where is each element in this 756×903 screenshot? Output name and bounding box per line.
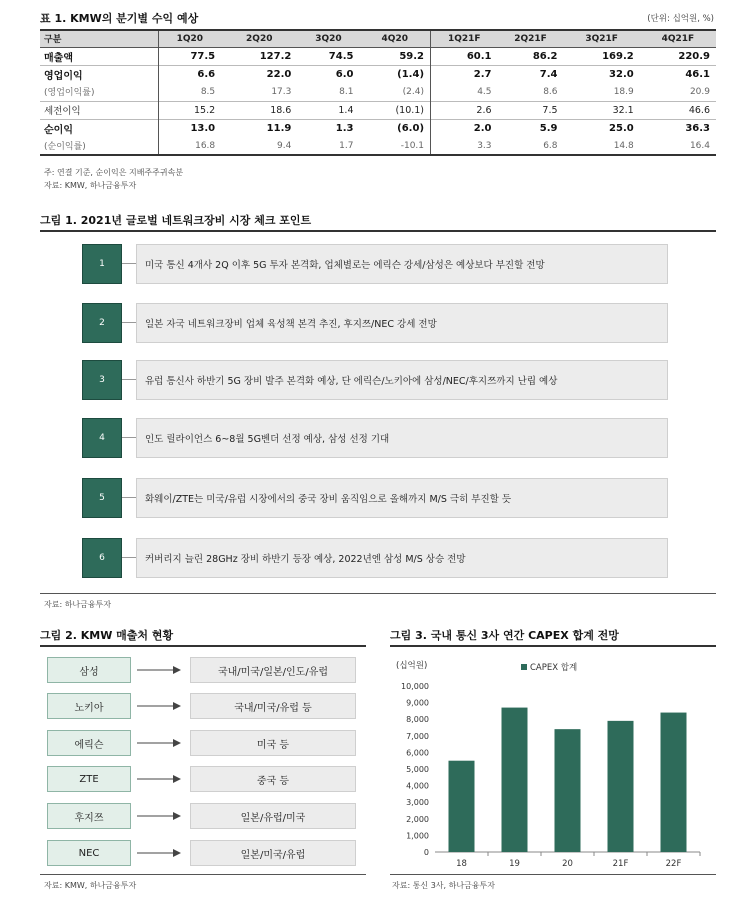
row-label: 세전이익 bbox=[40, 101, 158, 119]
bar bbox=[661, 713, 687, 852]
connector-line bbox=[122, 497, 136, 498]
y-tick-label: 2,000 bbox=[406, 814, 429, 824]
checkpoint-text: 커버리지 늘린 28GHz 장비 하반기 등장 예상, 2022년엔 삼성 M/S 상승 전망 bbox=[136, 538, 668, 578]
checkpoint-text: 유럽 통신사 하반기 5G 장비 발주 본격화 예상, 단 에릭슨/노키아에 삼성/NEC/후지쯔까지 난립 예상 bbox=[136, 360, 668, 400]
fig3-title: 그림 3. 국내 통신 3사 연간 CAPEX 합계 전망 bbox=[390, 629, 619, 642]
table-row bbox=[40, 47, 716, 65]
y-tick-label: 3,000 bbox=[406, 798, 429, 808]
y-tick-label: 8,000 bbox=[406, 715, 429, 725]
customer-box: NEC bbox=[47, 840, 131, 866]
customer-box: 후지쯔 bbox=[47, 803, 131, 829]
header-cell: 3Q21F bbox=[564, 30, 640, 47]
table-cell: 127.2 bbox=[259, 50, 292, 62]
table-row bbox=[40, 137, 716, 155]
table-header-row bbox=[40, 30, 716, 47]
y-tick-label: 7,000 bbox=[406, 731, 429, 741]
table-cell: 59.2 bbox=[399, 50, 425, 62]
table-row bbox=[40, 101, 716, 119]
checkpoint-row bbox=[82, 538, 672, 578]
connector-line bbox=[122, 263, 136, 264]
table-cell: 2.7 bbox=[431, 65, 498, 83]
capex-bar-chart bbox=[390, 650, 716, 872]
table-cell: 15.2 bbox=[158, 101, 221, 119]
table1-unit: (단위: 십억원, %) bbox=[647, 14, 714, 24]
region-box: 일본/유럽/미국 bbox=[190, 803, 356, 829]
header-cell: 3Q20 bbox=[297, 30, 359, 47]
table-cell: 8.1 bbox=[339, 86, 354, 97]
region-box: 미국 등 bbox=[190, 730, 356, 756]
table-cell: 220.9 bbox=[678, 50, 710, 62]
row-label: (영업이익률) bbox=[44, 88, 95, 99]
table-cell: 6.8 bbox=[498, 137, 564, 155]
x-tick-label: 20 bbox=[562, 859, 573, 869]
arrow-right-icon bbox=[137, 665, 181, 675]
table-cell: 36.3 bbox=[640, 119, 716, 137]
x-tick-label: 21F bbox=[612, 859, 629, 869]
table-cell: 9.4 bbox=[221, 137, 297, 155]
checkpoint-number: 6 bbox=[82, 538, 122, 578]
legend-swatch bbox=[521, 664, 527, 670]
y-tick-label: 4,000 bbox=[406, 781, 429, 791]
table-cell: 2.0 bbox=[431, 119, 498, 137]
fig2-source: 자료: KMW, 하나금융투자 bbox=[44, 881, 137, 890]
y-tick-label: 5,000 bbox=[406, 765, 429, 774]
checkpoint-text: 화웨이/ZTE는 미국/유럽 시장에서의 중국 장비 움직임으로 올해까지 M/S 극히 부진할 듯 bbox=[136, 478, 668, 518]
table-cell: 7.5 bbox=[498, 101, 564, 119]
table-cell: 5.9 bbox=[498, 119, 564, 137]
table-row bbox=[40, 83, 716, 101]
connector-line bbox=[122, 322, 136, 323]
table-cell: 16.8 bbox=[158, 137, 221, 155]
table-cell: 2.6 bbox=[431, 101, 498, 119]
table-cell: 7.4 bbox=[498, 65, 564, 83]
fig1-source: 자료: 하나금융투자 bbox=[44, 600, 112, 609]
table-cell: 4.5 bbox=[431, 83, 498, 101]
header-cell: 4Q21F bbox=[640, 30, 716, 47]
connector-line bbox=[122, 557, 136, 558]
table-cell: 86.2 bbox=[532, 50, 558, 62]
table-cell: 1.3 bbox=[297, 119, 359, 137]
y-tick-label: 6,000 bbox=[406, 748, 429, 758]
header-cell: 구분 bbox=[40, 30, 158, 47]
table-cell: 18.6 bbox=[221, 101, 297, 119]
table-cell: 1.7 bbox=[297, 137, 359, 155]
customer-box: 삼성 bbox=[47, 657, 131, 683]
row-label: 영업이익 bbox=[40, 65, 158, 83]
region-box: 중국 등 bbox=[190, 766, 356, 792]
checkpoint-text: 일본 자국 네트워크장비 업체 육성책 본격 추진, 후지쯔/NEC 강세 전망 bbox=[136, 303, 668, 343]
region-box: 일본/미국/유럽 bbox=[190, 840, 356, 866]
region-box: 국내/미국/일본/인도/유럽 bbox=[190, 657, 356, 683]
table-cell: 8.5 bbox=[158, 83, 221, 101]
table-cell: 13.0 bbox=[158, 119, 221, 137]
table1-source: 자료: KMW, 하나금융투자 bbox=[44, 181, 137, 190]
x-tick-label: 22F bbox=[665, 859, 682, 869]
header-cell: 2Q20 bbox=[221, 30, 297, 47]
checkpoint-text: 인도 릴라이언스 6~8월 5G벤더 선정 예상, 삼성 선정 기대 bbox=[136, 418, 668, 458]
arrow-right-icon bbox=[137, 701, 181, 711]
checkpoint-row bbox=[82, 244, 672, 284]
table-cell: 46.6 bbox=[640, 101, 716, 119]
table-cell: 3.3 bbox=[431, 137, 498, 155]
checkpoint-row bbox=[82, 478, 672, 518]
bar bbox=[608, 721, 634, 852]
table-row bbox=[40, 119, 716, 137]
bar bbox=[449, 761, 475, 852]
table-row bbox=[40, 65, 716, 83]
customer-box: 에릭슨 bbox=[47, 730, 131, 756]
table1-title: 표 1. KMW의 분기별 수익 예상 bbox=[40, 12, 199, 25]
table-cell: (6.0) bbox=[359, 119, 430, 137]
table-cell: 18.9 bbox=[613, 86, 634, 97]
checkpoint-number: 2 bbox=[82, 303, 122, 343]
bar bbox=[502, 708, 528, 852]
table-cell: 6.6 bbox=[158, 65, 221, 83]
x-tick-label: 18 bbox=[456, 859, 467, 869]
arrow-right-icon bbox=[137, 774, 181, 784]
bar bbox=[555, 729, 581, 852]
checkpoint-row bbox=[82, 360, 672, 400]
table-cell: 8.6 bbox=[543, 86, 558, 97]
earnings-table bbox=[40, 29, 716, 156]
checkpoint-number: 3 bbox=[82, 360, 122, 400]
row-label: 순이익 bbox=[40, 119, 158, 137]
table-cell: (2.4) bbox=[402, 86, 425, 97]
row-label: 매출액 bbox=[44, 52, 73, 64]
checkpoint-text: 미국 통신 4개사 2Q 이후 5G 투자 본격화, 업체별로는 에릭슨 강세/삼성은 예상보다 부진할 전망 bbox=[136, 244, 668, 284]
header-cell: 1Q21F bbox=[431, 30, 498, 47]
checkpoint-number: 4 bbox=[82, 418, 122, 458]
table-cell: 169.2 bbox=[602, 50, 634, 62]
connector-line bbox=[122, 437, 136, 438]
y-tick-label: 1,000 bbox=[406, 831, 429, 841]
table-cell: 20.9 bbox=[689, 86, 710, 97]
table-cell: 32.1 bbox=[564, 101, 640, 119]
checkpoint-number: 5 bbox=[82, 478, 122, 518]
table-cell: 14.8 bbox=[564, 137, 640, 155]
header-cell: 1Q20 bbox=[158, 30, 221, 47]
region-box: 국내/미국/유럽 등 bbox=[190, 693, 356, 719]
arrow-right-icon bbox=[137, 738, 181, 748]
checkpoint-number: 1 bbox=[82, 244, 122, 284]
header-cell: 2Q21F bbox=[498, 30, 564, 47]
table-cell: 6.0 bbox=[297, 65, 359, 83]
fig2-title: 그림 2. KMW 매출처 현황 bbox=[40, 629, 174, 642]
table-cell: 11.9 bbox=[221, 119, 297, 137]
table-cell: 60.1 bbox=[431, 47, 498, 65]
x-tick-label: 19 bbox=[509, 859, 520, 869]
checkpoint-row bbox=[82, 303, 672, 343]
table-cell: 77.5 bbox=[158, 47, 221, 65]
fig1-title: 그림 1. 2021년 글로벌 네트워크장비 시장 체크 포인트 bbox=[40, 214, 312, 227]
y-tick-label: 9,000 bbox=[406, 698, 429, 708]
table-cell: 22.0 bbox=[221, 65, 297, 83]
customer-box: ZTE bbox=[47, 766, 131, 792]
table-cell: 16.4 bbox=[640, 137, 716, 155]
connector-line bbox=[122, 379, 136, 380]
fig3-source: 자료: 통신 3사, 하나금융투자 bbox=[392, 881, 495, 890]
y-tick-label: 10,000 bbox=[401, 682, 429, 691]
y-axis-label: (십억원) bbox=[396, 661, 428, 671]
table-cell: 74.5 bbox=[328, 50, 354, 62]
table-cell: 25.0 bbox=[564, 119, 640, 137]
arrow-right-icon bbox=[137, 811, 181, 821]
table-cell: 46.1 bbox=[640, 65, 716, 83]
checkpoint-row bbox=[82, 418, 672, 458]
table1-note: 주: 연결 기준, 순이익은 지배주주귀속분 bbox=[44, 168, 184, 177]
table-cell: 32.0 bbox=[564, 65, 640, 83]
table-cell: (1.4) bbox=[359, 65, 430, 83]
table-cell: (10.1) bbox=[359, 101, 430, 119]
table-cell: -10.1 bbox=[359, 137, 430, 155]
y-tick-label: 0 bbox=[423, 848, 429, 857]
legend-label: CAPEX 합계 bbox=[530, 663, 578, 673]
customer-box: 노키아 bbox=[47, 693, 131, 719]
table-cell: 17.3 bbox=[271, 86, 292, 97]
row-label: (순이익률) bbox=[40, 137, 158, 155]
arrow-right-icon bbox=[137, 848, 181, 858]
table-cell: 1.4 bbox=[297, 101, 359, 119]
header-cell: 4Q20 bbox=[359, 30, 430, 47]
